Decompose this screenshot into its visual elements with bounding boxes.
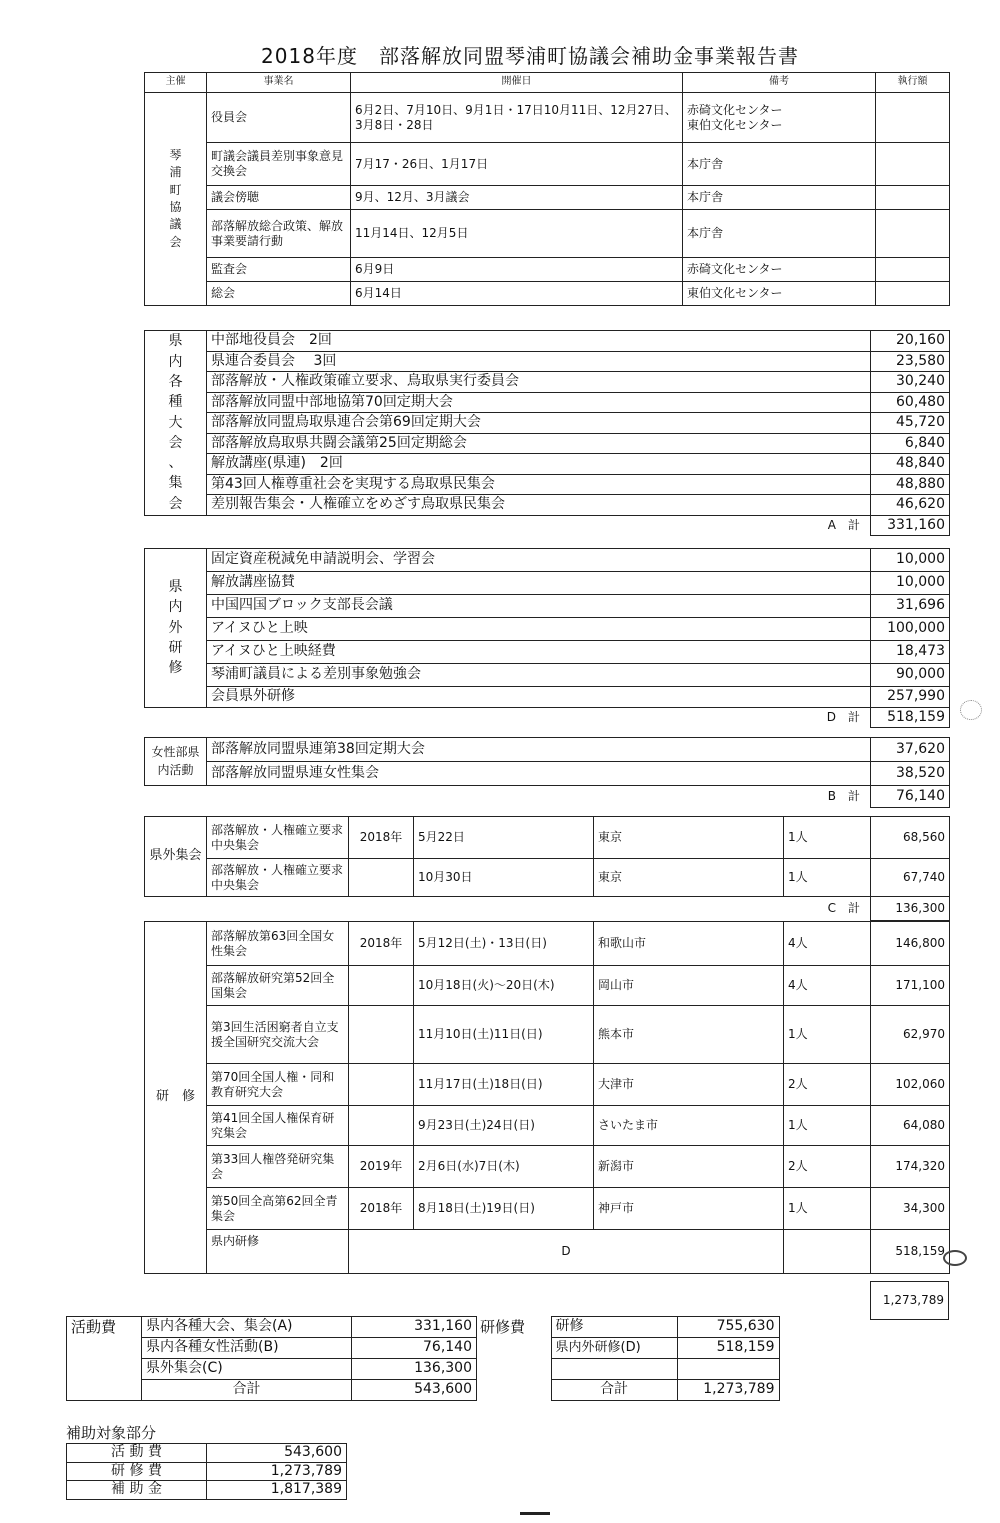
table-row bbox=[145, 413, 950, 434]
row-name: 部落解放第63回全国女性集会 bbox=[207, 922, 349, 966]
row-year bbox=[349, 966, 414, 1006]
row-name: 活 動 費 bbox=[67, 1444, 207, 1463]
row-people: 2人 bbox=[784, 1146, 871, 1188]
row-amount: 257,990 bbox=[871, 687, 950, 708]
section-kyogikai-table bbox=[144, 72, 950, 306]
table-row bbox=[145, 595, 950, 618]
section-label: 琴 浦 町 協 議 会 bbox=[145, 93, 207, 306]
row-name: 中国四国ブロック支部長会議 bbox=[207, 595, 871, 618]
row-amount: 48,880 bbox=[871, 474, 950, 495]
row-year bbox=[349, 1106, 414, 1146]
grand-total-table bbox=[870, 1281, 949, 1320]
row-year bbox=[349, 1064, 414, 1106]
row-amount: 62,970 bbox=[871, 1006, 950, 1064]
subsidy-title: 補助対象部分 bbox=[66, 1424, 157, 1442]
table-row bbox=[145, 641, 950, 664]
subtotal-row bbox=[145, 897, 950, 921]
row-date: 10月30日 bbox=[414, 859, 594, 897]
header-shusai: 主催 bbox=[145, 73, 207, 93]
table-row bbox=[145, 664, 950, 687]
row-people: 2人 bbox=[784, 1064, 871, 1106]
row-amount: 755,630 bbox=[677, 1317, 779, 1338]
table-row bbox=[145, 433, 950, 454]
section-josei-table bbox=[144, 737, 950, 808]
subtotal-amount: 518,159 bbox=[871, 707, 950, 728]
table-row bbox=[145, 258, 950, 282]
row-amount: 18,473 bbox=[871, 641, 950, 664]
row-amount: 37,620 bbox=[871, 738, 950, 762]
table-row bbox=[145, 1106, 950, 1146]
table-row bbox=[145, 966, 950, 1006]
row-amount: 60,480 bbox=[871, 392, 950, 413]
row-date: 9月、12月、3月議会 bbox=[351, 186, 683, 210]
row-year bbox=[349, 1006, 414, 1064]
row-name: 研 修 費 bbox=[67, 1462, 207, 1481]
row-name: 県内各種大会、集会(A) bbox=[142, 1317, 352, 1338]
row-amount bbox=[876, 282, 950, 306]
table-row bbox=[145, 392, 950, 413]
subsidy-table bbox=[66, 1443, 347, 1500]
subtotal-amount: 76,140 bbox=[871, 786, 950, 808]
row-name: 第70回全国人権・同和教育研究大会 bbox=[207, 1064, 349, 1106]
table-row bbox=[145, 1230, 950, 1274]
summary-katsudo-table bbox=[66, 1316, 477, 1401]
section-label: 県外集会 bbox=[145, 817, 207, 897]
subtotal-row bbox=[145, 515, 950, 536]
table-row bbox=[145, 1146, 950, 1188]
row-name: 補 助 金 bbox=[67, 1481, 207, 1500]
row-note: 本庁舎 bbox=[683, 186, 876, 210]
row-amount: 31,696 bbox=[871, 595, 950, 618]
row-name: 総会 bbox=[207, 282, 351, 306]
table-row bbox=[145, 1064, 950, 1106]
row-note: 赤碕文化センター 東伯文化センター bbox=[683, 93, 876, 143]
table-row bbox=[145, 687, 950, 708]
header-jigyo: 事業名 bbox=[207, 73, 351, 93]
subtotal-amount: 136,300 bbox=[871, 897, 950, 921]
row-name: 県連合委員会 3回 bbox=[207, 351, 871, 372]
row-amount: 48,840 bbox=[871, 454, 950, 475]
table-row bbox=[145, 372, 950, 393]
row-place: 岡山市 bbox=[594, 966, 784, 1006]
table-row bbox=[145, 93, 950, 143]
table-row bbox=[145, 618, 950, 641]
table-row bbox=[145, 549, 950, 572]
row-date: 11月14日、12月5日 bbox=[351, 210, 683, 258]
table-row bbox=[145, 186, 950, 210]
header-biko: 備考 bbox=[683, 73, 876, 93]
row-amount: 45,720 bbox=[871, 413, 950, 434]
row-amount: 10,000 bbox=[871, 572, 950, 595]
row-note: 東伯文化センター bbox=[683, 282, 876, 306]
row-name: 部落解放同盟県連女性集会 bbox=[207, 762, 871, 786]
section-kengai-shukai-table bbox=[144, 816, 950, 921]
table-row bbox=[145, 762, 950, 786]
row-amount: 34,300 bbox=[871, 1188, 950, 1230]
row-amount: 1,273,789 bbox=[207, 1462, 347, 1481]
row-year bbox=[349, 859, 414, 897]
row-amount: 23,580 bbox=[871, 351, 950, 372]
table-row bbox=[145, 495, 950, 516]
row-name: 差別報告集会・人権確立をめざす鳥取県民集会 bbox=[207, 495, 871, 516]
row-name: 町議会議員差別事象意見交換会 bbox=[207, 143, 351, 186]
row-amount: 171,100 bbox=[871, 966, 950, 1006]
total-amount: 543,600 bbox=[352, 1380, 477, 1401]
row-name: 部落解放・人権確立要求中央集会 bbox=[207, 859, 349, 897]
row-place: さいたま市 bbox=[594, 1106, 784, 1146]
row-name: 第50回全高第62回全青集会 bbox=[207, 1188, 349, 1230]
table-row bbox=[145, 738, 950, 762]
row-name: 役員会 bbox=[207, 93, 351, 143]
row-amount: 76,140 bbox=[352, 1338, 477, 1359]
row-name: 琴浦町議員による差別事象勉強会 bbox=[207, 664, 871, 687]
row-year: 2018年 bbox=[349, 817, 414, 859]
row-place: 和歌山市 bbox=[594, 922, 784, 966]
row-name: 部落解放鳥取県共闘会議第25回定期総会 bbox=[207, 433, 871, 454]
row-name: 県外集会(C) bbox=[142, 1359, 352, 1380]
row-name: 解放講座協賛 bbox=[207, 572, 871, 595]
row-name: 第41回全国人権保育研究集会 bbox=[207, 1106, 349, 1146]
row-name: 中部地役員会 2回 bbox=[207, 331, 871, 352]
row-amount bbox=[876, 210, 950, 258]
row-date: 9月23日(土)24日(日) bbox=[414, 1106, 594, 1146]
table-row bbox=[145, 143, 950, 186]
row-name: 県内外研修(D) bbox=[551, 1338, 677, 1359]
section-kenshu-table bbox=[144, 921, 950, 1274]
table-row bbox=[145, 351, 950, 372]
section-label: 県 内 外 研 修 bbox=[145, 549, 207, 708]
row-place: 熊本市 bbox=[594, 1006, 784, 1064]
row-amount bbox=[876, 258, 950, 282]
section-label: 研 修 bbox=[145, 922, 207, 1274]
row-name: アイヌひと上映経費 bbox=[207, 641, 871, 664]
row-amount: 68,560 bbox=[871, 817, 950, 859]
row-note: 本庁舎 bbox=[683, 143, 876, 186]
summary-kenshu-table bbox=[476, 1316, 780, 1401]
row-amount: 518,159 bbox=[871, 1230, 950, 1274]
row-amount: 1,817,389 bbox=[207, 1481, 347, 1500]
row-name: 部落解放・人権政策確立要求、鳥取県実行委員会 bbox=[207, 372, 871, 393]
row-name: 第43回人権尊重社会を実現する鳥取県民集会 bbox=[207, 474, 871, 495]
subtotal-row bbox=[145, 707, 950, 728]
row-people bbox=[784, 1230, 871, 1274]
row-amount bbox=[876, 143, 950, 186]
row-mark: D bbox=[349, 1230, 784, 1274]
row-people: 4人 bbox=[784, 966, 871, 1006]
row-name: 監査会 bbox=[207, 258, 351, 282]
row-date: 10月18日(火)～20日(木) bbox=[414, 966, 594, 1006]
row-name: 部落解放総合政策、解放事業要請行動 bbox=[207, 210, 351, 258]
row-name: 研修 bbox=[551, 1317, 677, 1338]
row-people: 4人 bbox=[784, 922, 871, 966]
row-year: 2018年 bbox=[349, 922, 414, 966]
table-row bbox=[145, 474, 950, 495]
subtotal-label: D 計 bbox=[826, 710, 860, 724]
row-amount: 102,060 bbox=[871, 1064, 950, 1106]
row-name: 第33回人権啓発研究集会 bbox=[207, 1146, 349, 1188]
row-name: 議会傍聴 bbox=[207, 186, 351, 210]
row-date: 8月18日(土)19日(日) bbox=[414, 1188, 594, 1230]
row-amount: 136,300 bbox=[352, 1359, 477, 1380]
page-number-mark bbox=[520, 1512, 550, 1515]
table-row bbox=[145, 922, 950, 966]
table-row bbox=[145, 282, 950, 306]
table-row bbox=[145, 572, 950, 595]
pen-mark bbox=[943, 1250, 967, 1266]
row-amount: 6,840 bbox=[871, 433, 950, 454]
row-date: 6月9日 bbox=[351, 258, 683, 282]
row-date: 5月12日(土)・13日(日) bbox=[414, 922, 594, 966]
row-name: 県内研修 bbox=[207, 1230, 349, 1274]
row-people: 1人 bbox=[784, 859, 871, 897]
row-place: 東京 bbox=[594, 859, 784, 897]
row-date: 6月14日 bbox=[351, 282, 683, 306]
table-header bbox=[145, 73, 950, 93]
subtotal-row bbox=[145, 786, 950, 808]
row-date: 6月2日、7月10日、9月1日・17日10月11日、12月27日、3月8日・28日 bbox=[351, 93, 683, 143]
table-row bbox=[145, 1006, 950, 1064]
katsudo-label: 活動費 bbox=[67, 1317, 142, 1401]
total-label: 合計 bbox=[142, 1380, 352, 1401]
row-place: 東京 bbox=[594, 817, 784, 859]
row-amount: 100,000 bbox=[871, 618, 950, 641]
row-name: 部落解放同盟県連第38回定期大会 bbox=[207, 738, 871, 762]
subtotal-label: A 計 bbox=[827, 518, 860, 532]
row-name: 会員県外研修 bbox=[207, 687, 871, 708]
row-amount: 67,740 bbox=[871, 859, 950, 897]
row-name: 第3回生活困窮者自立支援全国研究交流大会 bbox=[207, 1006, 349, 1064]
row-people: 1人 bbox=[784, 817, 871, 859]
row-amount: 38,520 bbox=[871, 762, 950, 786]
row-people: 1人 bbox=[784, 1106, 871, 1146]
row-amount: 64,080 bbox=[871, 1106, 950, 1146]
section-label: 女性部県内活動 bbox=[145, 738, 207, 786]
total-label: 合計 bbox=[551, 1380, 677, 1401]
row-name: 部落解放・人権確立要求中央集会 bbox=[207, 817, 349, 859]
table-row bbox=[145, 210, 950, 258]
row-amount: 543,600 bbox=[207, 1444, 347, 1463]
subtotal-label: B 計 bbox=[827, 789, 860, 804]
row-amount: 30,240 bbox=[871, 372, 950, 393]
table-row bbox=[145, 331, 950, 352]
row-amount: 90,000 bbox=[871, 664, 950, 687]
total-amount: 1,273,789 bbox=[677, 1380, 779, 1401]
row-name: 固定資産税減免申請説明会、学習会 bbox=[207, 549, 871, 572]
row-people: 1人 bbox=[784, 1188, 871, 1230]
row-name: 県内各種女性活動(B) bbox=[142, 1338, 352, 1359]
row-year: 2019年 bbox=[349, 1146, 414, 1188]
row-amount bbox=[876, 186, 950, 210]
header-kaisai: 開催日 bbox=[351, 73, 683, 93]
table-row bbox=[145, 859, 950, 897]
row-place: 神戸市 bbox=[594, 1188, 784, 1230]
row-name: アイヌひと上映 bbox=[207, 618, 871, 641]
table-row bbox=[145, 454, 950, 475]
subtotal-label: C 計 bbox=[827, 901, 860, 916]
subtotal-amount: 331,160 bbox=[871, 515, 950, 536]
row-name: 解放講座(県連) 2回 bbox=[207, 454, 871, 475]
kenshu-label: 研修費 bbox=[480, 1317, 526, 1336]
row-date: 7月17・26日、1月17日 bbox=[351, 143, 683, 186]
row-date: 2月6日(水)7日(木) bbox=[414, 1146, 594, 1188]
row-amount bbox=[876, 93, 950, 143]
row-people: 1人 bbox=[784, 1006, 871, 1064]
row-place: 新潟市 bbox=[594, 1146, 784, 1188]
row-amount: 331,160 bbox=[352, 1317, 477, 1338]
row-amount: 518,159 bbox=[677, 1338, 779, 1359]
row-note: 赤碕文化センター bbox=[683, 258, 876, 282]
row-amount: 10,000 bbox=[871, 549, 950, 572]
section-kennaigai-kenshu-table bbox=[144, 548, 950, 728]
row-date: 11月10日(土)11日(日) bbox=[414, 1006, 594, 1064]
row-name: 部落解放研究第52回全国集会 bbox=[207, 966, 349, 1006]
row-date: 5月22日 bbox=[414, 817, 594, 859]
table-row bbox=[145, 1188, 950, 1230]
row-amount: 46,620 bbox=[871, 495, 950, 516]
header-shikko: 執行額 bbox=[876, 73, 950, 93]
grand-total: 1,273,789 bbox=[871, 1282, 949, 1320]
row-note: 本庁舎 bbox=[683, 210, 876, 258]
row-name: 部落解放同盟中部地協第70回定期大会 bbox=[207, 392, 871, 413]
row-amount: 146,800 bbox=[871, 922, 950, 966]
section-kennai-taikai-table bbox=[144, 330, 950, 536]
page-title: 2018年度 部落解放同盟琴浦町協議会補助金事業報告書 bbox=[261, 44, 799, 68]
row-amount: 174,320 bbox=[871, 1146, 950, 1188]
row-date: 11月17日(土)18日(日) bbox=[414, 1064, 594, 1106]
row-name: 部落解放同盟鳥取県連合会第69回定期大会 bbox=[207, 413, 871, 434]
pen-mark bbox=[960, 700, 982, 720]
section-label: 県 内 各 種 大 会 、 集 会 bbox=[145, 331, 207, 516]
table-row bbox=[145, 817, 950, 859]
row-place: 大津市 bbox=[594, 1064, 784, 1106]
row-amount: 20,160 bbox=[871, 331, 950, 352]
row-year: 2018年 bbox=[349, 1188, 414, 1230]
